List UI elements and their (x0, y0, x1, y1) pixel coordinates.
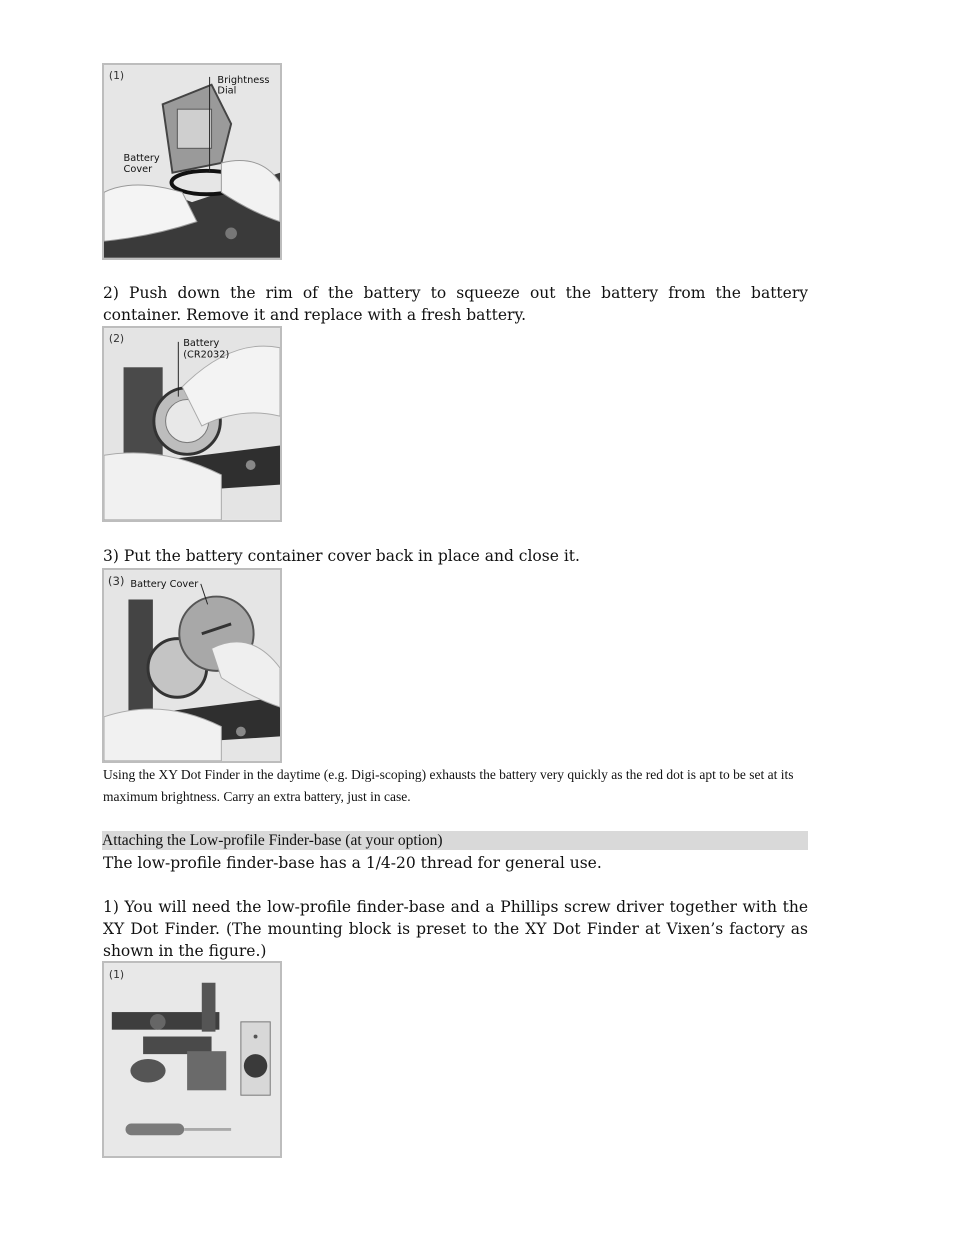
figure-finder-base-parts (102, 961, 282, 1158)
battery-cover-label-line2: Cover (123, 163, 153, 175)
step-3-text: 3) Put the battery container cover back in place and close it. (103, 547, 580, 565)
figure-1-illustration (104, 65, 280, 258)
figure-3-illustration (104, 570, 280, 761)
battery-label-line2: (CR2032) (183, 349, 230, 361)
figure-4-illustration (104, 963, 280, 1156)
step-2-text: 2) Push down the rim of the battery to squeeze out the battery from the battery container. Remove it and replace with a fresh battery. (103, 284, 808, 324)
figure-2-illustration (104, 328, 280, 520)
battery-label-line1: Battery (183, 337, 220, 349)
figure-battery-cover-replace (102, 568, 282, 763)
figure-2-number: (2) (108, 331, 125, 345)
battery-note: Using the XY Dot Finder in the daytime (e.g. Digi-scoping) exhausts the battery very quickly as the red dot is apt to be set at its maximum brightness. Carry an extra battery, just in case. (103, 767, 794, 804)
figure-4-number: (1) (108, 967, 125, 981)
figure-1-number: (1) (108, 68, 125, 82)
figure-battery-replacement (102, 326, 282, 522)
battery-cover-label-line1: Battery (123, 153, 160, 165)
brightness-dial-label-line1: Brightness (217, 74, 270, 86)
section-heading: Attaching the Low-profile Finder-base (at your option) (102, 831, 808, 850)
battery-cover-label: Battery Cover (130, 578, 199, 590)
section-step-1-text: 1) You will need the low-profile finder-base and a Phillips screw driver together with the XY Dot Finder. (The mounting block is preset to the XY Dot Finder at Vixen’s factory as shown in the figure.) (103, 898, 808, 960)
brightness-dial-label-line2: Dial (217, 85, 237, 97)
figure-battery-cover-removal (102, 63, 282, 260)
figure-3-number: (3) (107, 573, 125, 588)
section-intro: The low-profile finder-base has a 1/4-20 thread for general use. (103, 854, 602, 872)
